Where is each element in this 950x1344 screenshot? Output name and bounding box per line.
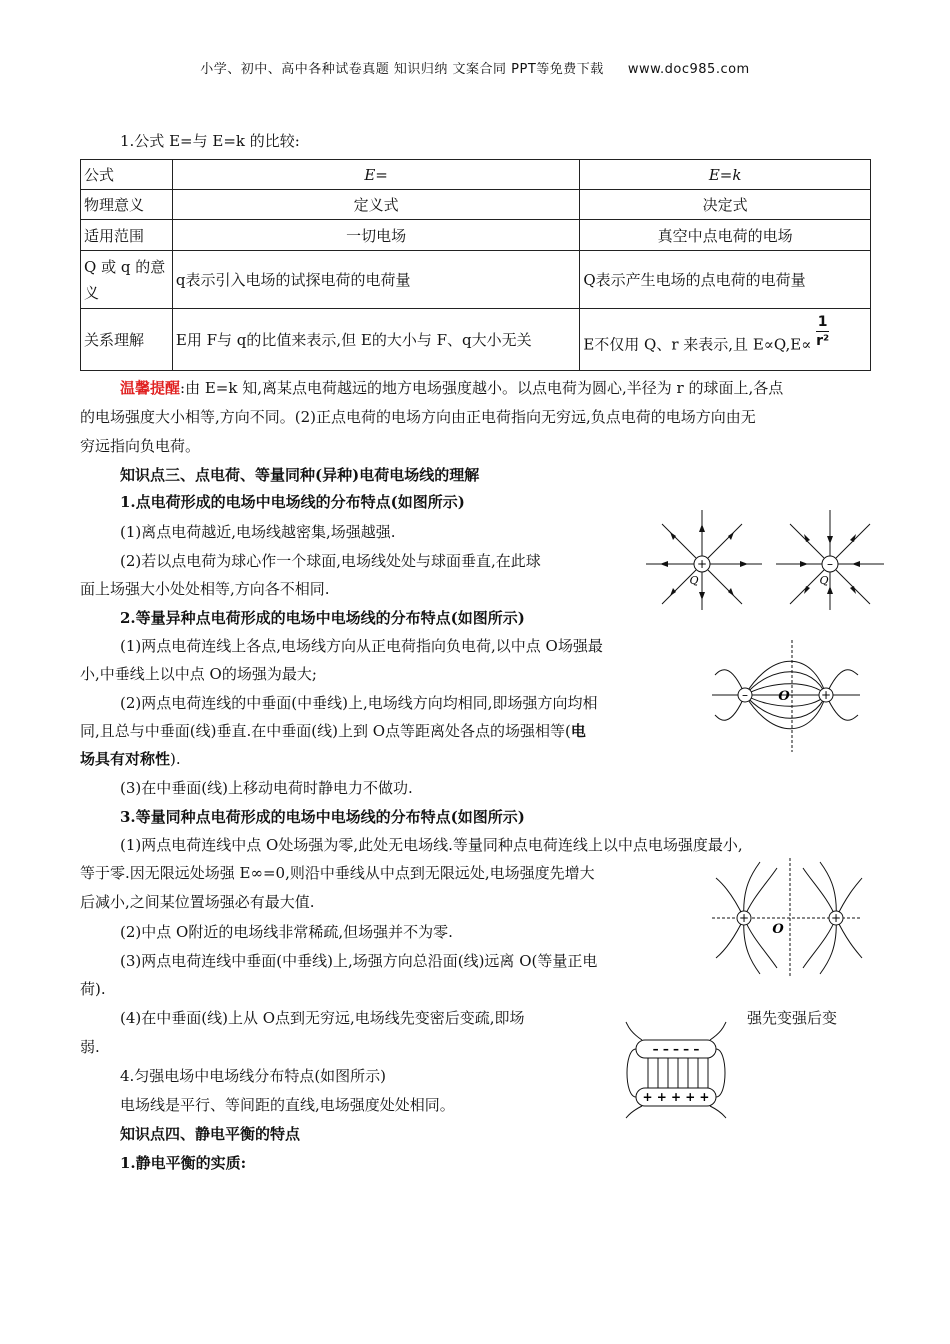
sub4-p1: 电场线是平行、等间距的直线,电场强度处处相同。 (120, 1096, 455, 1114)
section1-title: 1.公式 E=与 E=k 的比较: (120, 132, 300, 150)
fraction-denominator: r² (816, 333, 830, 349)
positive-point-charge-figure (646, 510, 762, 610)
table-cell: 定义式 (172, 190, 579, 220)
table-cell: 物理意义 (81, 190, 173, 220)
tip-line2: 的电场强度大小相等,方向不同。(2)正点电荷的电场方向由正电荷指向无穷远,负点电荷的电场方向由无 (80, 408, 756, 426)
section3-title: 知识点三、点电荷、等量同种(异种)电荷电场线的理解 (120, 466, 480, 484)
table-cell (580, 309, 871, 371)
sub3-p1c: 后减小,之间某位置场强必有最大值. (80, 893, 315, 911)
table-cell: Q 或 q 的意义 (81, 251, 173, 309)
fraction (816, 313, 829, 350)
table-cell: 关系理解 (81, 309, 173, 371)
sub3-p3a: (3)两点电荷连线中垂面(中垂线)上,场强方向总沿面(线)远离 O(等量正电 (120, 952, 598, 970)
table-cell: q表示引入电场的试探电荷的电荷量 (172, 251, 579, 309)
sub1-p2b: 面上场强大小处处相等,方向各不相同. (80, 580, 330, 598)
fraction-numerator: 1 (817, 314, 828, 330)
parallel-plates-figure (620, 1022, 732, 1118)
sub2-p2b (80, 718, 586, 745)
sub3-p3b: 荷). (80, 980, 106, 998)
sub3-p2: (2)中点 O附近的电场线非常稀疏,但场强并不为零. (120, 923, 453, 941)
sub2-p2a: (2)两点电荷连线的中垂面(中垂线)上,电场线方向均相同,即场强方向均相 (120, 694, 598, 712)
sub4-title: 4.匀强电场中电场线分布特点(如图所示) (120, 1067, 387, 1085)
like-charges-figure (712, 858, 862, 976)
table-row (81, 160, 871, 190)
header-url[interactable]: www.doc985.com (627, 62, 750, 77)
tip-label: 温馨提醒 (120, 379, 181, 397)
plate-top-label: – – – – – (652, 1042, 700, 1056)
sub3-p4a: (4)在中垂面(线)上从 O点到无穷远,电场线先变密后变疏,即场 (120, 1009, 525, 1027)
minus-sign: – (827, 557, 833, 571)
sub2-p2b-bold: 电 (570, 722, 586, 740)
sub3-p1a: (1)两点电荷连线中点 O处场强为零,此处无电场线.等量同种点电荷连线上以中点电场强度最小, (120, 836, 743, 854)
sub2-p2c (80, 746, 181, 773)
relation-text: E不仅用 Q、r 来表示,且 E∝Q,E∝ (583, 335, 812, 354)
section4-title: 知识点四、静电平衡的特点 (120, 1125, 301, 1143)
sub1-p1: (1)离点电荷越近,电场线越密集,场强越强. (120, 523, 396, 541)
sub3-p4a-right: 强先变强后变 (747, 1009, 838, 1027)
sub3-title: 3.等量同种点电荷形成的电场中电场线的分布特点(如图所示) (120, 808, 525, 826)
minus-sign: – (742, 688, 748, 702)
sub2-p1b: 小,中垂线上以中点 O的场强为最大; (80, 665, 317, 683)
table-cell: 一切电场 (172, 220, 579, 251)
sub2-p2c-bold: 场具有对称性 (80, 750, 171, 768)
table-row (81, 309, 871, 371)
negative-point-charge-figure (776, 510, 884, 610)
table-cell: E=k (580, 160, 871, 190)
plate-bottom-label: + + + + + (642, 1090, 710, 1104)
tip-text: :由 E=k 知,离某点电荷越远的地方电场强度越小。以点电荷为圆心,半径为 r 的球面上,各点 (180, 379, 784, 397)
plus-sign: + (696, 557, 708, 571)
table-cell: 决定式 (580, 190, 871, 220)
sub2-p3: (3)在中垂面(线)上移动电荷时静电力不做功. (120, 779, 413, 797)
table-row (81, 251, 871, 309)
table-cell: Q表示产生电场的点电荷的电荷量 (580, 251, 871, 309)
table-row (81, 220, 871, 251)
charge-label: Q (689, 574, 699, 587)
sub2-p2b-text: 同,且总与中垂面(线)垂直.在中垂面(线)上到 O点等距离处各点的场强相等( (80, 722, 571, 740)
sub3-p1b: 等于零.因无限远处场强 E∞=0,则沿中垂线从中点到无限远处,电场强度先增大 (80, 864, 595, 882)
tip-line3: 穷远指向负电荷。 (80, 437, 201, 455)
plus-sign: + (738, 911, 750, 925)
sub2-title: 2.等量异种点电荷形成的电场中电场线的分布特点(如图所示) (120, 609, 525, 627)
section4-sub1: 1.静电平衡的实质: (120, 1154, 247, 1172)
sub3-p4b: 弱. (80, 1038, 100, 1056)
sub2-p2c-text: ). (170, 750, 181, 768)
dipole-opposite-charges-figure (712, 640, 862, 752)
plus-sign: + (820, 688, 832, 702)
table-cell: 公式 (81, 160, 173, 190)
charge-label: Q (819, 574, 829, 587)
center-label: O (778, 689, 790, 704)
comparison-table (80, 159, 871, 371)
center-label: O (772, 922, 784, 937)
table-cell: E用 F与 q的比值来表示,但 E的大小与 F、q大小无关 (172, 309, 579, 371)
table-cell: 真空中点电荷的电场 (580, 220, 871, 251)
plus-sign: + (830, 911, 842, 925)
page-header (0, 58, 950, 77)
sub2-p1a: (1)两点电荷连线上各点,电场线方向从正电荷指向负电荷,以中点 O场强最 (120, 637, 603, 655)
sub1-title: 1.点电荷形成的电场中电场线的分布特点(如图所示) (120, 493, 465, 511)
tip-line1 (120, 375, 783, 402)
table-row (81, 190, 871, 220)
header-text: 小学、初中、高中各种试卷真题 知识归纳 文案合同 PPT等免费下载 (200, 62, 604, 77)
sub1-p2a: (2)若以点电荷为球心作一个球面,电场线处处与球面垂直,在此球 (120, 552, 541, 570)
table-cell: E= (172, 160, 579, 190)
table-cell: 适用范围 (81, 220, 173, 251)
